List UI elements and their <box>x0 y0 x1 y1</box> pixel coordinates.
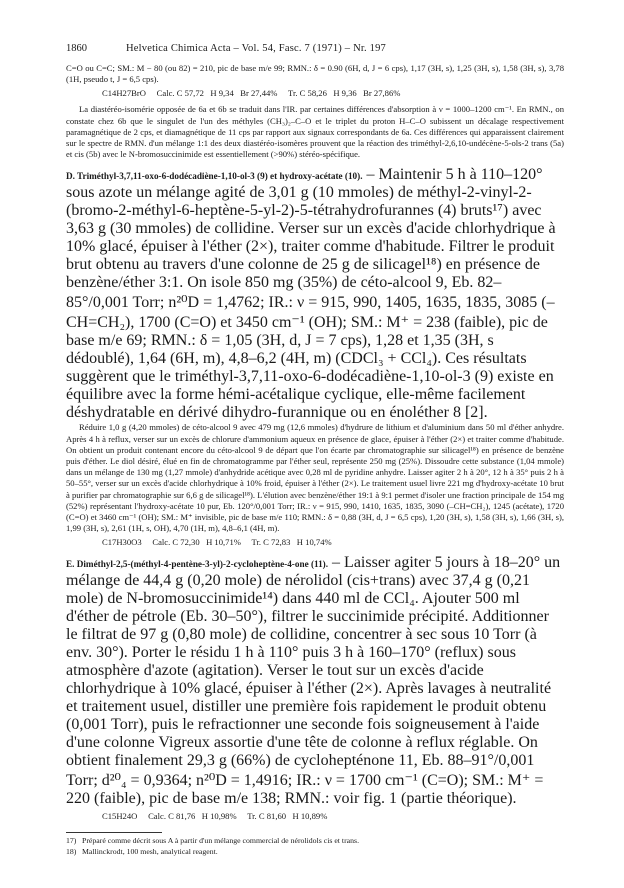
section-e-text-1: – Laisser agiter 5 jours à 18–20° un mélange de 44,4 g (0,20 mole) de nérolidol (cis+trans) avec 37,4 g (0,21 mole) de N-bromosuccinimide¹⁴) dans 440 ml de CCl₄. Ajouter 500 ml d'éther de pétrole (Eb. 30–50°), filtrer le succinimide précipité. Additionner le filtrat de 97 g (0,80 mole) de collidine, concentrer à sec sous 10 Torr (à env. 30°). Porter le résidu 1 h à 110° puis 3 h à 160–170° (reflux) sous atmosphère d'azote (agitation). Verser le tout sur un excès d'acide chlorhydrique à 10% glacé, épuiser à l'éther (2×). Après lavages à neutralité et traitement usuel, distiller une première fois rapidement le produit obtenu (0,001 Torr), puis le refractionner une seconde fois soigneusement à l'aide d'une colonne Vigreux assortie d'une tête de colonne à reflux réglable. On obtient finalement 29,3 g (66%) de cyclohepténone 11, Eb. 88–91°/0,001 Torr; d²⁰₄ = 0,9364; n²⁰D = 1,4916; IR.: ν = 1700 cm⁻¹ (C=O); SM.: M⁺ = 220 (faible), pic de base m/e 138; RMN.: voir fig. 1 (partie théorique). <box>66 554 561 808</box>
footnote-18 <box>66 847 564 857</box>
section-e <box>66 554 564 822</box>
paragraph-diastereo: La diastéréo-isomérie opposée de 6a et 6b se traduit dans l'IR. par certaines différences d'absorption à ν = 1000–1200 cm⁻¹. En RMN., on constate chez 6b que le singulet de l'un des méthyles (CH₃)₂–C–O et le triplet du proton H–C–O subissent un décalage respectivement paramagnétique de 2 cps, et diamagnétique de 11 cps par rapport aux signaux correspondants de 6a. Ces différences qui apparaissent clairement sur le spectre de RMN. d'un mélange 1:1 des deux diastéréo-isomères prouvent que la réaction des triméthyl-2,6,10-undécène-5-ols-2 trans (5a) et cis (5b) avec le N-bromosuccinimide est essentiellement (>90%) stéréo-spécifique. <box>66 104 564 160</box>
top-paragraph: C=O ou C=C; SM.: M − 80 (ou 82) = 210, pic de base m/e 99; RMN.: δ = 0.90 (6H, d, J = 6 cps), 1,17 (3H, s), 1,25 (3H, s), 1,58 (3H, s), 3,78 (1H, pseudo t, J = 6,5 cps). <box>66 63 564 85</box>
page-number: 1860 <box>66 43 87 54</box>
section-e-title: E. Diméthyl-2,5-(méthyl-4-pentène-3-yl)-2-cycloheptène-4-one (11). <box>66 559 329 570</box>
elemental-analysis-1: C14H27BrO Calc. C 57,72 H 9,34 Br 27,44% Tr. C 58,26 H 9,36 Br 27,86% <box>102 88 401 99</box>
elemental-analysis-3: C15H24O Calc. C 81,76 H 10,98% Tr. C 81,60 H 10,89% <box>102 811 328 822</box>
footnote-text: Préparé comme décrit sous A à partir d'un mélange commercial de nérolidols cis et trans. <box>82 836 360 846</box>
section-d-text-1: – Maintenir 5 h à 110–120° sous azote un mélange agité de 3,01 g (10 mmoles) de méthyl-2-vinyl-2-(bromo-2-méthyl-6-heptène-5-yl-2)-5-tétrahydrofurannes (4) bruts¹⁷) avec 3,63 g (30 mmoles) de collidine. Verser sur un excès d'acide chlorhydrique à 10% glacé, épuiser à l'éther (2×), traiter comme d'habitude. Filtrer le produit brut obtenu au travers d'une colonne de 25 g de silicagel¹⁸) en présence de benzène/éther 3:1. On isole 850 mg (35%) de céto-alcool 9, Eb. 82–85°/0,001 Torr; n²⁰D = 1,4762; IR.: ν = 915, 990, 1405, 1635, 1835, 3085 (–CH=CH₂), 1700 (C=O) et 3450 cm⁻¹ (OH); SM.: M⁺ = 238 (faible), pic de base m/e 69; RMN.: δ = 1,05 (3H, d, J = 7 cps), 1,28 et 1,35 (3H, s dédoublé), 1,64 (6H, m), 4,8–6,2 (4H, m) (CDCl₃ + CCl₄). Ces résultats suggèrent que le triméthyl-3,7,11-oxo-6-dodécadiène-1,10-ol-3 (9) existe en équilibre avec la forme hémi-acétalique cyclique, elle-même facilement déshydratable en dérivé dihydro-furannique ou en énoléther 8 [2]. <box>66 166 556 422</box>
journal-page <box>66 42 564 857</box>
section-d-paragraph-2: Réduire 1,0 g (4,20 mmoles) de céto-alcool 9 avec 479 mg (12,6 mmoles) d'hydrure de lithium et d'aluminium dans 50 ml d'éther anhydre. Après 4 h à reflux, verser sur un excès de chlorure d'ammonium aqueux en présence de glace, épuiser à l'éther (2×) et traiter comme d'habitude. On obtient un produit contenant encore du céto-alcool 9 de départ que l'on écarte par chromatographie sur silicagel¹⁸) en présence de benzène puis d'éther. Le diol désiré, élué en fin de chromatogramme par l'éther seul, représente 250 mg (25%). Dissoudre cette substance (1,04 mmole) dans un mélange de 130 mg (1,27 mmole) d'anhydride acétique avec 0,28 ml de pyridine anhydre. Laisser agiter 2 h à 20°, 12 h à 35° puis 2 h à 50–55°, verser sur un excès d'acide chlorhydrique à 10% froid, épuiser à l'éther (2×). Le traitement usuel livre 221 mg d'hydroxy-acétate 10 brut à purifier par chromatographie sur 6,6 g de silicagel¹⁸). L'élution avec benzène/éther 19:1 à 9:1 permet d'isoler une fraction principale de 154 mg (52%) représentant l'hydroxy-acétate 10 pur, Eb. 120°/0,001 Torr; IR.: ν = 915, 990, 1410, 1635, 1835, 3090 (–CH=CH₂), 1245 (acétate), 1720 (C=O) et 3460 cm⁻¹ (OH); SM.: M⁺ invisible, pic de base m/e 110; RMN.: δ = 0,88 (3H, d, J = 6,5 cps), 1,20 (3H, s), 1,58 (3H, s), 1,66 (3H, s), 1,99 (3H, s), 2,61 (1H, s, OH), 4,70 (1H, m), 4,8–6,1 (4H, m). <box>66 422 564 534</box>
section-d-title: D. Triméthyl-3,7,11-oxo-6-dodécadiène-1,10-ol-3 (9) et hydroxy-acétate (10). <box>66 171 363 182</box>
footnote-text: Mallinckrodt, 100 mesh, analytical reagent. <box>82 846 218 856</box>
elemental-analysis-2: C17H30O3 Calc. C 72,30 H 10,71% Tr. C 72,83 H 10,74% <box>102 537 332 548</box>
footnote-rule <box>66 832 162 833</box>
running-head: Helvetica Chimica Acta – Vol. 54, Fasc. 7 (1971) – Nr. 197 <box>126 43 386 54</box>
footnote-number: 17) <box>66 836 77 846</box>
footnote-number: 18) <box>66 846 77 856</box>
footnote-17 <box>66 836 564 846</box>
section-d <box>66 166 564 548</box>
running-header <box>66 42 564 55</box>
